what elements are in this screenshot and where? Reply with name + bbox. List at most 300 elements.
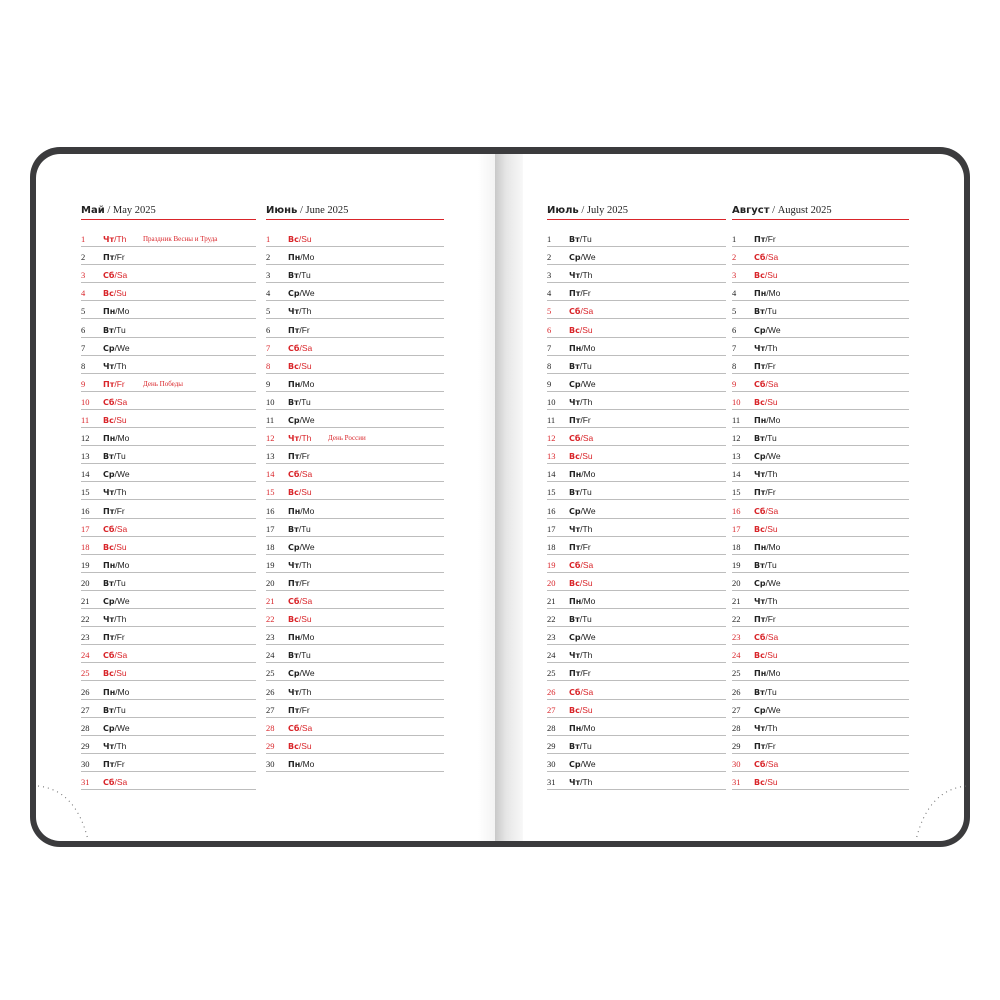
weekday-ru: Пт	[288, 705, 300, 715]
day-row[interactable]	[732, 627, 909, 645]
weekday-ru: Сб	[103, 524, 115, 534]
day-row[interactable]	[266, 265, 444, 283]
day-row[interactable]	[266, 301, 444, 319]
weekday-ru: Пт	[288, 578, 300, 588]
day-row[interactable]	[266, 736, 444, 754]
weekday-ru: Пт	[288, 452, 300, 462]
day-row[interactable]	[547, 501, 726, 519]
day-row[interactable]	[732, 356, 909, 374]
day-row[interactable]	[732, 555, 909, 573]
day-row[interactable]	[547, 374, 726, 392]
weekday-ru: Вс	[103, 669, 114, 679]
day-row[interactable]	[81, 718, 256, 736]
day-row[interactable]	[81, 464, 256, 482]
weekday-ru: Пн	[288, 759, 301, 769]
weekday-en: /We	[580, 505, 596, 516]
day-row[interactable]	[547, 591, 726, 609]
day-row[interactable]	[547, 772, 726, 790]
month-title-ru: Июнь	[266, 205, 298, 216]
weekday-ru: Вс	[569, 325, 580, 335]
weekday-ru: Пт	[103, 633, 115, 643]
weekday	[103, 270, 127, 280]
weekday	[103, 397, 127, 407]
day-row[interactable]	[547, 537, 726, 555]
day-row[interactable]	[266, 645, 444, 663]
day-row[interactable]	[547, 645, 726, 663]
weekday-ru: Вт	[103, 452, 114, 462]
weekday-en: /Fr	[580, 288, 591, 299]
day-row[interactable]	[547, 718, 726, 736]
weekday-en: /Th	[765, 596, 778, 606]
day-number: 28	[266, 722, 275, 733]
weekday-en: /We	[765, 324, 781, 335]
day-row[interactable]	[732, 374, 909, 392]
day-row[interactable]	[547, 682, 726, 700]
day-number: 13	[732, 451, 741, 462]
weekday-ru: Чт	[103, 488, 115, 498]
day-row[interactable]	[81, 283, 256, 301]
weekday-en: /Tu	[579, 740, 592, 751]
day-number: 29	[266, 740, 275, 751]
weekday-ru: Пт	[754, 488, 766, 498]
day-row[interactable]	[732, 718, 909, 736]
day-number: 10	[81, 396, 90, 407]
weekday-en: /Mo	[766, 541, 781, 552]
weekday-ru: Ср	[103, 723, 115, 733]
day-row[interactable]	[81, 428, 256, 446]
day-number: 1	[547, 234, 552, 244]
day-row[interactable]	[266, 519, 444, 537]
day-row[interactable]	[81, 627, 256, 645]
weekday-ru: Чт	[103, 615, 115, 625]
day-number: 31	[547, 777, 556, 787]
day-number: 19	[732, 559, 741, 570]
weekday	[754, 705, 781, 715]
weekday	[754, 596, 777, 606]
day-row[interactable]	[732, 301, 909, 319]
day-row[interactable]	[266, 663, 444, 681]
weekday	[754, 560, 777, 570]
month-title-rule	[547, 219, 726, 220]
day-row[interactable]	[266, 700, 444, 718]
day-number: 3	[732, 270, 737, 281]
day-number: 28	[547, 722, 556, 733]
day-row[interactable]	[732, 446, 909, 464]
day-row[interactable]	[81, 501, 256, 519]
weekday-ru: Пн	[103, 560, 116, 570]
day-row[interactable]	[547, 356, 726, 374]
weekday	[288, 560, 311, 570]
day-row[interactable]	[547, 320, 726, 338]
day-row[interactable]	[732, 682, 909, 700]
day-number: 5	[547, 306, 552, 317]
day-row[interactable]	[81, 482, 256, 500]
day-row[interactable]	[732, 645, 909, 663]
weekday	[288, 614, 312, 624]
day-row[interactable]	[266, 247, 444, 265]
weekday-ru: Сб	[569, 560, 581, 570]
weekday	[103, 705, 126, 715]
day-row[interactable]	[547, 392, 726, 410]
day-row[interactable]	[81, 736, 256, 754]
day-row[interactable]	[732, 265, 909, 283]
day-row[interactable]	[732, 609, 909, 627]
weekday	[103, 451, 126, 461]
weekday	[569, 451, 593, 461]
holiday-name: Праздник Весны и Труда	[143, 235, 218, 243]
weekday-en: /We	[765, 451, 781, 462]
weekday-ru: Пн	[569, 597, 582, 606]
day-row[interactable]	[732, 501, 909, 519]
weekday	[288, 723, 312, 733]
weekday	[569, 777, 592, 787]
weekday-ru: Пн	[754, 416, 767, 425]
day-number: 30	[266, 758, 275, 769]
day-row[interactable]	[266, 627, 444, 645]
weekday-ru: Ср	[103, 470, 115, 480]
day-row[interactable]	[732, 482, 909, 500]
weekday	[103, 524, 127, 534]
day-row[interactable]	[732, 736, 909, 754]
day-row[interactable]	[732, 392, 909, 410]
day-row[interactable]	[266, 446, 444, 464]
day-number: 7	[732, 342, 737, 353]
day-number: 6	[732, 324, 737, 335]
day-row[interactable]	[81, 356, 256, 374]
day-row[interactable]	[732, 410, 909, 428]
day-row[interactable]	[547, 283, 726, 301]
day-row[interactable]	[547, 663, 726, 681]
day-number: 21	[81, 596, 90, 606]
day-row[interactable]	[732, 283, 909, 301]
weekday	[103, 668, 127, 678]
day-row[interactable]	[81, 374, 256, 392]
weekday	[288, 650, 311, 660]
weekday-en: /Su	[298, 234, 312, 244]
day-row[interactable]	[81, 645, 256, 663]
weekday-en: /Th	[765, 342, 778, 353]
day-row[interactable]	[732, 573, 909, 591]
weekday-ru: Вс	[288, 235, 299, 244]
day-number: 26	[266, 686, 275, 697]
day-number: 25	[81, 668, 90, 679]
day-row[interactable]	[547, 410, 726, 428]
day-row[interactable]	[547, 482, 726, 500]
day-number: 20	[547, 577, 556, 588]
weekday-ru: Сб	[288, 343, 300, 353]
weekday	[754, 234, 776, 244]
weekday-en: /Sa	[114, 523, 128, 534]
day-row[interactable]	[732, 338, 909, 356]
weekday-ru: Пт	[754, 741, 766, 751]
day-number: 13	[266, 451, 275, 462]
day-row[interactable]	[81, 573, 256, 591]
weekday	[569, 560, 593, 570]
weekday-ru: Ср	[569, 379, 581, 389]
day-row[interactable]	[81, 265, 256, 283]
weekday-ru: Пт	[754, 361, 766, 371]
weekday	[288, 451, 310, 461]
day-row[interactable]	[266, 229, 444, 247]
weekday-en: /Fr	[765, 614, 776, 625]
day-row[interactable]	[81, 772, 256, 790]
day-row[interactable]	[547, 609, 726, 627]
day-row[interactable]	[732, 591, 909, 609]
day-row[interactable]	[81, 537, 256, 555]
weekday-ru: Пн	[103, 307, 116, 317]
day-row[interactable]	[81, 247, 256, 265]
weekday-ru: Пт	[103, 379, 115, 389]
weekday-en: /We	[765, 577, 781, 588]
day-number: 18	[266, 541, 275, 552]
weekday	[569, 578, 593, 588]
day-row[interactable]	[266, 283, 444, 301]
day-number: 15	[266, 487, 275, 498]
weekday-ru: Вт	[754, 560, 765, 570]
day-row[interactable]	[547, 301, 726, 319]
day-number: 10	[547, 396, 556, 407]
weekday-ru: Вс	[569, 452, 580, 462]
weekday-en: /Sa	[299, 596, 313, 606]
holiday-name: День Победы	[143, 379, 183, 388]
day-number: 8	[547, 360, 552, 371]
weekday-ru: Сб	[754, 379, 766, 389]
day-number: 17	[547, 523, 556, 534]
day-row[interactable]	[547, 573, 726, 591]
weekday	[754, 306, 777, 316]
day-row[interactable]	[81, 229, 256, 247]
day-number: 21	[732, 596, 741, 606]
day-number: 2	[266, 252, 271, 263]
day-row[interactable]	[266, 591, 444, 609]
day-number: 24	[732, 650, 741, 661]
day-row[interactable]	[81, 555, 256, 573]
day-row[interactable]	[732, 320, 909, 338]
weekday	[569, 397, 592, 407]
day-row[interactable]	[81, 446, 256, 464]
day-row[interactable]	[547, 464, 726, 482]
weekday-ru: Чт	[103, 235, 115, 244]
day-row[interactable]	[81, 754, 256, 772]
weekday-ru: Вс	[754, 271, 765, 281]
weekday	[569, 614, 592, 624]
weekday	[754, 650, 778, 660]
day-row[interactable]	[732, 700, 909, 718]
day-number: 23	[732, 632, 741, 643]
day-number: 4	[547, 288, 552, 299]
weekday	[103, 506, 125, 516]
weekday	[569, 361, 592, 371]
day-row[interactable]	[266, 482, 444, 500]
weekday-en: /Tu	[298, 650, 311, 661]
day-row[interactable]	[732, 772, 909, 790]
weekday	[569, 542, 591, 552]
weekday-en: /Su	[298, 614, 312, 625]
day-number: 30	[732, 758, 741, 769]
weekday-ru: Сб	[569, 687, 581, 697]
weekday-en: /Sa	[580, 433, 594, 444]
weekday	[288, 234, 312, 244]
weekday-ru: Сб	[103, 397, 115, 407]
day-row[interactable]	[732, 754, 909, 772]
weekday	[754, 451, 781, 461]
day-row[interactable]	[732, 229, 909, 247]
weekday	[569, 325, 593, 335]
weekday-ru: Ср	[288, 289, 300, 299]
day-row[interactable]	[266, 573, 444, 591]
weekday-en: /Sa	[765, 632, 779, 643]
day-row[interactable]	[266, 537, 444, 555]
weekday	[569, 433, 593, 443]
day-row[interactable]	[547, 338, 726, 356]
day-row[interactable]	[547, 736, 726, 754]
day-number: 20	[266, 577, 275, 588]
weekday-en: /Su	[764, 777, 778, 787]
day-row[interactable]	[81, 338, 256, 356]
day-row[interactable]	[81, 682, 256, 700]
day-row[interactable]	[266, 609, 444, 627]
weekday	[103, 596, 130, 606]
day-number: 14	[547, 469, 556, 480]
day-row[interactable]	[732, 247, 909, 265]
weekday-ru: Ср	[569, 506, 581, 516]
weekday	[288, 415, 315, 425]
day-row[interactable]	[81, 591, 256, 609]
day-row[interactable]	[81, 519, 256, 537]
weekday	[569, 288, 591, 298]
weekday-en: /We	[114, 722, 130, 733]
weekday-ru: Пт	[103, 253, 115, 263]
day-number: 2	[732, 252, 737, 263]
day-row[interactable]	[547, 555, 726, 573]
weekday-ru: Пт	[754, 235, 766, 244]
weekday-ru: Ср	[754, 705, 766, 715]
day-number: 18	[732, 541, 741, 552]
weekday-en: /Th	[114, 487, 127, 498]
weekday-ru: Вс	[754, 397, 765, 407]
weekday-ru: Вт	[569, 741, 580, 751]
day-number: 7	[266, 342, 271, 353]
day-row[interactable]	[547, 627, 726, 645]
day-row[interactable]	[81, 301, 256, 319]
day-row[interactable]	[81, 700, 256, 718]
day-row[interactable]	[266, 718, 444, 736]
spine-shadow-right	[495, 154, 523, 841]
weekday-ru: Пт	[103, 506, 115, 516]
day-row[interactable]	[266, 501, 444, 519]
day-row[interactable]	[547, 446, 726, 464]
weekday	[288, 306, 311, 316]
day-row[interactable]	[81, 663, 256, 681]
day-row[interactable]	[266, 356, 444, 374]
month-title-en: / May 2025	[107, 205, 156, 216]
day-row[interactable]	[266, 320, 444, 338]
weekday-en: /Su	[113, 541, 127, 552]
weekday-en: /Sa	[580, 559, 594, 570]
weekday-en: /Th	[765, 722, 778, 733]
day-number: 8	[732, 360, 737, 371]
weekday-ru: Вт	[754, 687, 765, 697]
weekday-ru: Сб	[288, 470, 300, 480]
day-row[interactable]	[547, 247, 726, 265]
weekday-en: /Fr	[765, 234, 776, 244]
day-row[interactable]	[266, 338, 444, 356]
day-row[interactable]	[732, 519, 909, 537]
day-number: 11	[266, 415, 275, 425]
weekday-en: /Mo	[300, 758, 315, 769]
day-row[interactable]	[547, 265, 726, 283]
day-row[interactable]	[732, 663, 909, 681]
weekday-ru: Сб	[754, 253, 766, 263]
day-row[interactable]	[81, 320, 256, 338]
weekday-ru: Чт	[288, 307, 300, 317]
weekday-en: /Th	[580, 523, 593, 534]
day-row[interactable]	[266, 464, 444, 482]
month-title-en: / June 2025	[299, 205, 349, 216]
weekday-en: /Sa	[114, 650, 128, 661]
day-row[interactable]	[266, 754, 444, 772]
day-number: 20	[732, 577, 741, 588]
day-row[interactable]	[81, 392, 256, 410]
weekday	[754, 506, 778, 516]
weekday-en: /Sa	[114, 777, 128, 787]
day-row[interactable]	[547, 519, 726, 537]
day-number: 3	[81, 270, 86, 281]
weekday-en: /Sa	[114, 270, 128, 281]
day-row[interactable]	[547, 754, 726, 772]
day-row[interactable]	[547, 428, 726, 446]
weekday-en: /Fr	[765, 360, 776, 371]
day-row[interactable]	[266, 374, 444, 392]
weekday-en: /Su	[764, 270, 778, 281]
weekday-ru: Пт	[103, 759, 115, 769]
weekday	[288, 506, 314, 516]
day-row[interactable]	[266, 410, 444, 428]
day-number: 25	[547, 668, 556, 679]
day-row[interactable]	[81, 410, 256, 428]
weekday-ru: Пн	[569, 343, 582, 353]
day-row[interactable]	[266, 555, 444, 573]
day-row[interactable]	[266, 682, 444, 700]
day-row[interactable]	[266, 392, 444, 410]
weekday-en: /Mo	[581, 596, 596, 606]
month-title-en: / July 2025	[581, 205, 629, 216]
corner-dots-right	[908, 782, 968, 842]
weekday-en: /We	[299, 668, 315, 679]
day-row[interactable]	[547, 229, 726, 247]
weekday-en: /Sa	[580, 306, 594, 317]
day-row[interactable]	[81, 609, 256, 627]
day-number: 22	[81, 614, 90, 625]
day-row[interactable]	[266, 428, 444, 446]
weekday-ru: Пн	[103, 434, 116, 444]
day-row[interactable]	[547, 700, 726, 718]
day-row[interactable]	[732, 537, 909, 555]
weekday	[103, 487, 126, 497]
weekday-en: /Tu	[298, 396, 311, 407]
day-row[interactable]	[732, 428, 909, 446]
day-number: 15	[547, 487, 556, 498]
weekday-ru: Пт	[569, 289, 581, 299]
weekday-ru: Сб	[754, 633, 766, 643]
day-row[interactable]	[732, 464, 909, 482]
day-number: 22	[732, 614, 741, 625]
weekday-en: /Mo	[766, 415, 781, 425]
weekday	[103, 759, 125, 769]
weekday	[103, 687, 129, 697]
weekday-en: /Th	[299, 559, 312, 570]
weekday-ru: Вс	[288, 361, 299, 371]
